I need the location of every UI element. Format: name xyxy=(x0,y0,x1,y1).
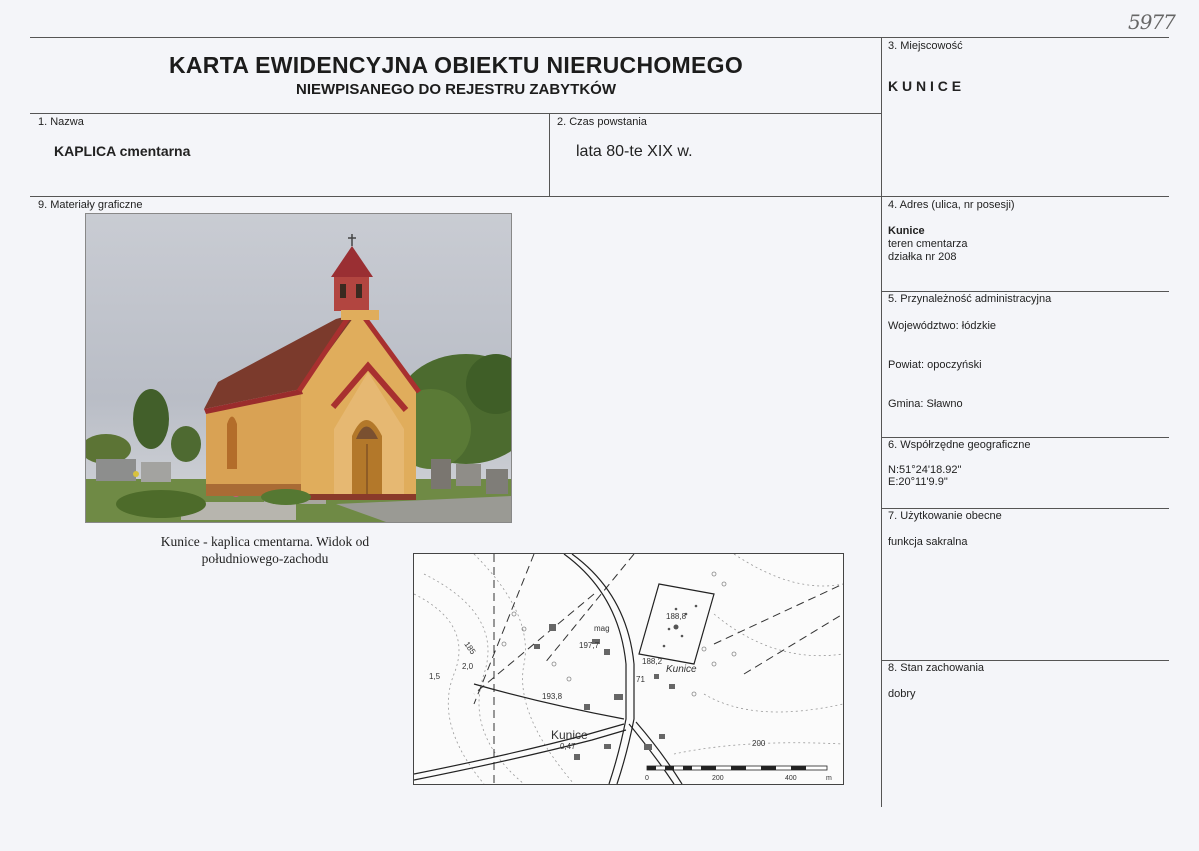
map-place-name: Kunice xyxy=(551,728,588,742)
usage-label: 7. Użytkowanie obecne xyxy=(888,510,1002,522)
map-label-200: 200 xyxy=(752,739,766,748)
name-value: KAPLICA cmentarna xyxy=(54,143,191,159)
map-place-sub: 0,47 xyxy=(560,742,576,751)
admin-label: 5. Przynależność administracyjna xyxy=(888,293,1052,305)
address-plot: działka nr 208 xyxy=(888,251,957,263)
map-label-elev-2: 188,8 xyxy=(666,612,687,621)
map-label-kunice-small: Kunice xyxy=(666,664,697,675)
admin-voivodeship: Województwo: łódzkie xyxy=(888,320,997,332)
name-label: 1. Nazwa xyxy=(38,116,84,128)
map-label-mag: mag xyxy=(594,624,610,633)
condition-value: dobry xyxy=(888,688,916,700)
right-column-divider xyxy=(881,37,882,807)
photo-caption xyxy=(130,533,400,567)
admin-county: Powiat: opoczyński xyxy=(888,359,982,371)
map-label-2-0: 2,0 xyxy=(462,662,474,671)
rule-usage xyxy=(881,660,1169,661)
photo-caption-line1: Kunice - kaplica cmentarna. Widok od xyxy=(160,534,370,549)
date-label: 2. Czas powstania xyxy=(557,116,647,128)
rule-address xyxy=(881,291,1169,292)
card-title: KARTA EWIDENCYJNA OBIEKTU NIERUCHOMEGO xyxy=(168,52,744,78)
scale-unit: m xyxy=(826,775,832,782)
scale-400: 400 xyxy=(785,775,797,782)
rule-under-name xyxy=(30,196,1169,197)
graphics-label: 9. Materiały graficzne xyxy=(38,199,143,211)
condition-label: 8. Stan zachowania xyxy=(888,662,985,674)
admin-commune: Gmina: Sławno xyxy=(888,398,963,410)
coords-label: 6. Współrzędne geograficzne xyxy=(888,439,1031,451)
address-label: 4. Adres (ulica, nr posesji) xyxy=(888,199,1015,211)
location-map xyxy=(413,553,844,785)
address-area: teren cmentarza xyxy=(888,238,968,250)
map-label-elev-4: 193,8 xyxy=(542,692,563,701)
map-label-185: 185 xyxy=(462,639,478,657)
chapel-photo xyxy=(85,213,512,523)
map-label-1-5: 1,5 xyxy=(429,672,441,681)
scale-200: 200 xyxy=(712,775,724,782)
name-date-divider xyxy=(549,113,550,196)
rule-admin xyxy=(881,437,1169,438)
map-label-71: 71 xyxy=(636,675,645,684)
locality-label: 3. Miejscowość xyxy=(888,40,963,52)
coords-east: E:20°11'9.9" xyxy=(888,476,948,488)
rule-under-title xyxy=(30,113,881,114)
locality-value: K U N I C E xyxy=(888,78,962,94)
coords-north: N:51°24'18.92" xyxy=(888,464,962,476)
map-label-elev-1: 197,7 xyxy=(579,641,600,650)
card-subtitle: NIEWPISANEGO DO REJESTRU ZABYTKÓW xyxy=(295,81,617,98)
date-value: lata 80-te XIX w. xyxy=(576,143,693,160)
map-label-elev-3: 188,2 xyxy=(642,657,663,666)
scale-0: 0 xyxy=(645,775,649,782)
photo-caption-line2: południowego-zachodu xyxy=(201,551,329,566)
rule-coords xyxy=(881,508,1169,509)
top-rule xyxy=(30,37,1169,38)
address-town: Kunice xyxy=(888,225,925,237)
handwritten-number: 5977 xyxy=(1128,10,1175,34)
usage-value: funkcja sakralna xyxy=(888,536,968,548)
